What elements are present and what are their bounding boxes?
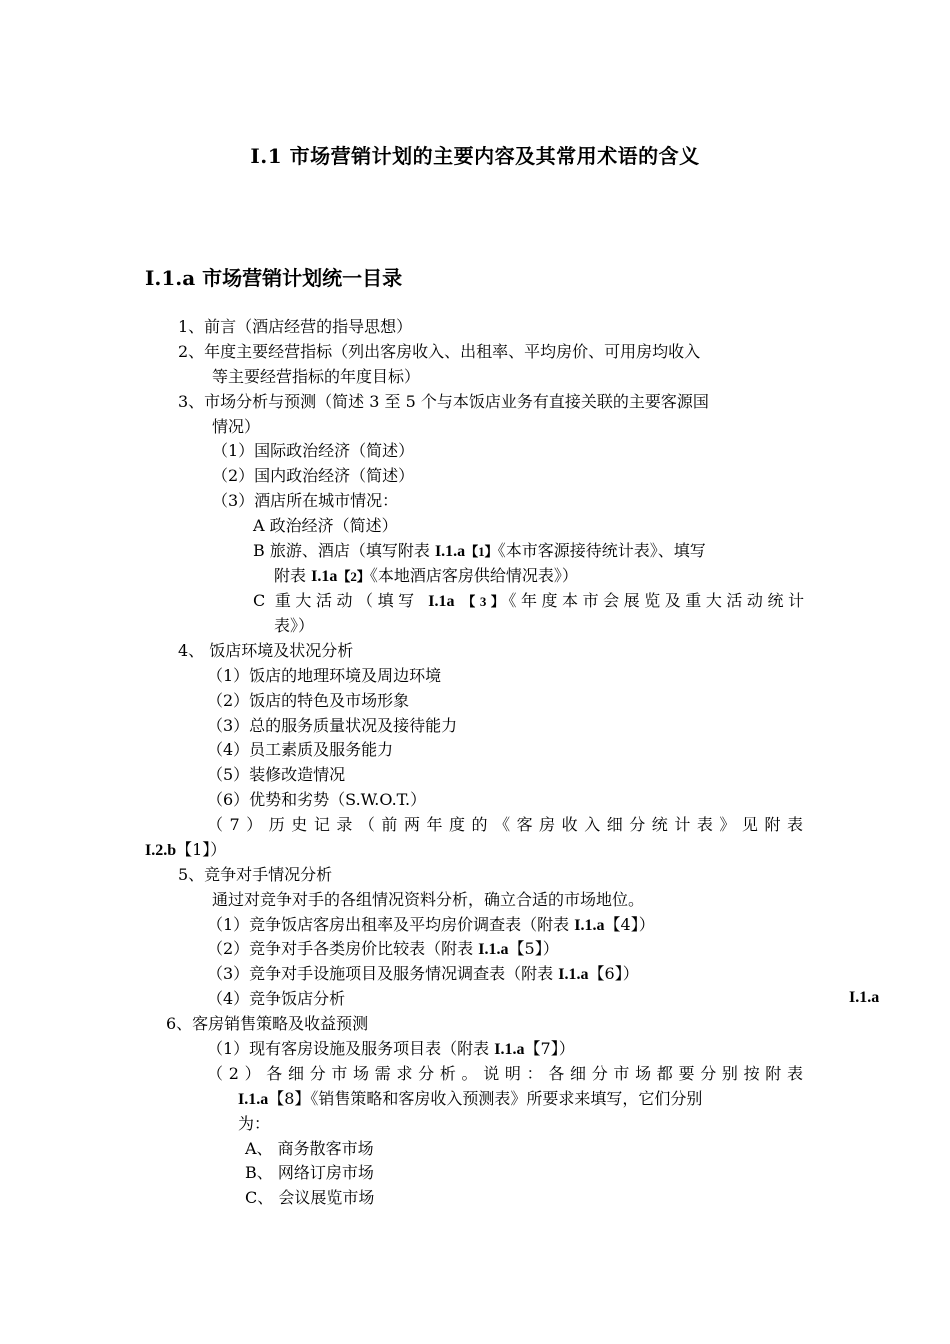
toc-subitem-cont: 为： — [238, 1114, 271, 1133]
toc-subsubitem-cont — [274, 564, 578, 590]
text: （3）竞争对手设施项目及服务情况调查表（附表 — [207, 964, 559, 983]
text: 【5】） — [508, 939, 559, 958]
text: B 旅游、酒店（填写附表 — [253, 541, 435, 560]
text: （1）竞争饭店客房出租率及平均房价调查表（附表 — [207, 915, 575, 934]
toc-subitem — [207, 962, 639, 988]
text: 【8】《销售策略和客房收入预测表》所要求来填写，它们分别 — [268, 1089, 703, 1108]
text: 附表 — [274, 566, 312, 585]
text: 【7】） — [524, 1039, 575, 1058]
toc-item-6: 6、客房销售策略及收益预测 — [166, 1014, 369, 1033]
toc-subitem: （3）总的服务质量状况及接待能力 — [207, 716, 458, 735]
toc-item-2: 2、年度主要经营指标（列出客房收入、出租率、平均房价、可用房均收入 — [178, 342, 701, 361]
toc-subitem: （6）优势和劣势（S.W.O.T.） — [207, 790, 427, 809]
toc-subsubitem — [253, 589, 804, 615]
ref-code: I.1.a — [574, 917, 605, 934]
toc-item-3-cont: 情况） — [212, 417, 261, 436]
text: 【4】） — [604, 915, 655, 934]
toc-subitem: （2）国内政治经济（简述） — [212, 466, 415, 485]
ref-code: I.1.a — [558, 966, 589, 983]
ref-code: I.1.a — [494, 1041, 525, 1058]
toc-subsubitem: B、 网络订房市场 — [245, 1163, 374, 1182]
page-title: I.1 市场营销计划的主要内容及其常用术语的含义 — [250, 144, 700, 168]
ref-code: I.1.a — [434, 543, 466, 560]
ref-bracket: 【1】 — [465, 544, 498, 559]
toc-subitem — [207, 1037, 575, 1063]
text: 【1】） — [176, 840, 227, 859]
text: 【6】） — [588, 964, 639, 983]
toc-subitem-cont — [145, 838, 226, 864]
toc-subsubitem: C、 会议展览市场 — [245, 1188, 375, 1207]
toc-subitem: （1）国际政治经济（简述） — [212, 441, 415, 460]
ref-bracket: 【2】 — [337, 569, 370, 584]
ref-code: I.1.a — [478, 941, 509, 958]
toc-item-4: 4、 饭店环境及状况分析 — [178, 641, 354, 660]
toc-subitem: （5）装修改造情况 — [207, 765, 346, 784]
toc-subitem — [207, 937, 559, 963]
text: 《本地酒店客房供给情况表》） — [369, 566, 578, 585]
text: C 重大活动（填写 — [253, 591, 429, 610]
toc-subitem: （7）历史记录（前两年度的《客房收入细分统计表》见附表 — [207, 815, 803, 834]
toc-subsubitem — [253, 539, 706, 565]
toc-subsubitem: A 政治经济（简述） — [253, 516, 398, 535]
toc-subitem — [207, 913, 655, 939]
toc-subitem: （1）饭店的地理环境及周边环境 — [207, 666, 442, 685]
text: 《本市客源接待统计表》、填写 — [497, 541, 706, 560]
ref-code: I.1a — [428, 593, 455, 610]
ref-code: I.1a — [311, 568, 338, 585]
text: 《年度本市会展览及重大活动统计 — [508, 591, 804, 610]
toc-subitem: （2）饭店的特色及市场形象 — [207, 691, 410, 710]
ref-code: I.2.b — [145, 842, 177, 859]
toc-item-1: 1、前言（酒店经营的指导思想） — [178, 317, 413, 336]
side-ref-label: I.1.a — [849, 989, 880, 1006]
toc-paragraph: 通过对竞争对手的各组情况资料分析，确立合适的市场地位。 — [212, 890, 645, 909]
toc-item-3: 3、市场分析与预测（简述 3 至 5 个与本饭店业务有直接关联的主要客源国 — [178, 392, 709, 411]
toc-subitem-cont — [238, 1087, 702, 1113]
ref-bracket: 【3】 — [454, 594, 509, 609]
toc-item-5: 5、竞争对手情况分析 — [178, 865, 333, 884]
toc-subitem: （4）员工素质及服务能力 — [207, 740, 394, 759]
toc-subitem: （4）竞争饭店分析 — [207, 989, 346, 1008]
section-heading: I.1.a 市场营销计划统一目录 — [145, 266, 403, 290]
toc-subsubitem: A、 商务散客市场 — [245, 1139, 374, 1158]
text: （1）现有客房设施及服务项目表（附表 — [207, 1039, 495, 1058]
toc-subitem: （3）酒店所在城市情况： — [212, 491, 399, 510]
toc-subitem: （2）各细分市场需求分析。说明：各细分市场都要分别按附表 — [207, 1064, 803, 1083]
toc-subsubitem-cont: 表》） — [274, 616, 315, 635]
text: （2）竞争对手各类房价比较表（附表 — [207, 939, 479, 958]
ref-code: I.1.a — [238, 1091, 269, 1108]
toc-item-2-cont: 等主要经营指标的年度目标） — [212, 367, 421, 386]
